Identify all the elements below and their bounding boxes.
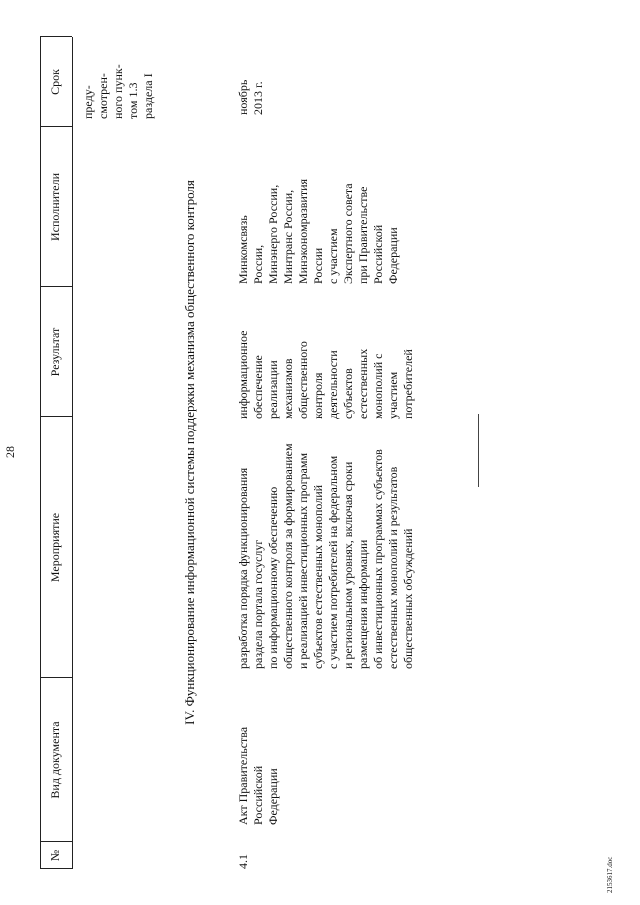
- section-title: IV. Функционирование информационной системы поддержки механизма общественного контроля: [182, 180, 197, 725]
- row-executors: Минкомсвязь России, Минэнерго России, Минтранс России, Минэкономразвития России с участием Экспертного совета при Правительстве Российской Федерации: [236, 178, 400, 284]
- header-doc-type: Вид документа: [48, 721, 62, 799]
- end-rule: [478, 414, 479, 487]
- page-number: 28: [3, 446, 17, 458]
- table-top-border: [40, 37, 41, 869]
- header-num: №: [48, 849, 62, 862]
- header-result: Результат: [48, 327, 62, 377]
- row-doc-type: Акт Правительства Российской Федерации: [236, 726, 280, 825]
- header-bottom-border: [72, 37, 73, 869]
- header-measure: Мероприятие: [48, 512, 62, 583]
- row-term: ноябрь 2013 г.: [236, 79, 265, 115]
- document-code: 2153617.doc: [606, 856, 614, 893]
- row-result: информационное обеспечение реализации механизмов общественного контроля деятельности субъектов естественных монополий с участием потребителей: [236, 330, 415, 419]
- row-number: 4.1: [236, 854, 250, 869]
- row-measure: разработка порядка функционирования раздела портала госуслуг по информационному обеспечению общественного контроля за формированием и реализацией инвестиционных программ субъектов естественных монополий с участием потребителей на федеральном и региональном уровнях, включая сроки размещения информации об инвестиционных программах субъектов естественных монополий и результатов общественных обсуждений: [236, 443, 415, 669]
- header-executors: Исполнители: [48, 172, 62, 242]
- header-term: Срок: [48, 69, 62, 95]
- carryover-term-text: преду- смотрен- ного пунк- том 1.3 раздела I: [81, 64, 155, 119]
